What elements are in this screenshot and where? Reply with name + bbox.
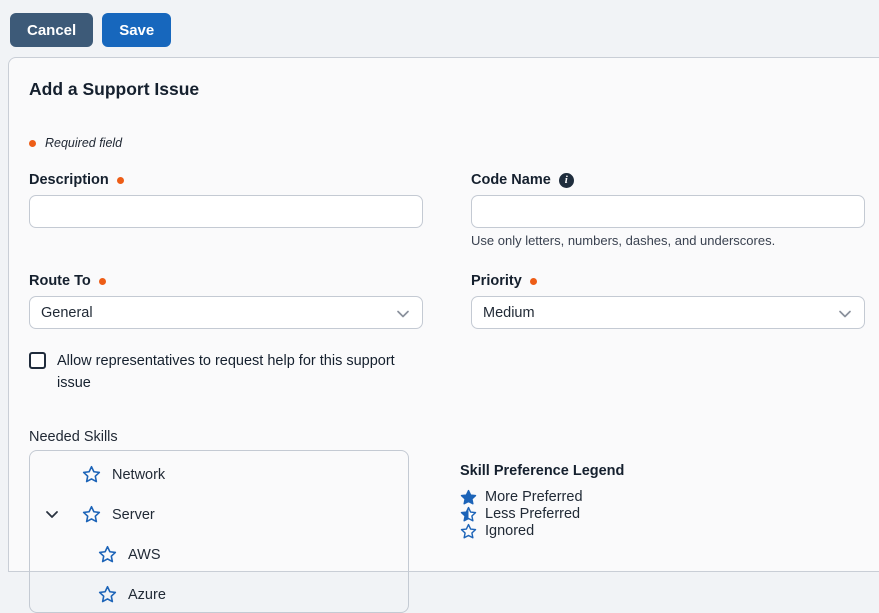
- code-name-field-group: [471, 172, 865, 248]
- info-icon[interactable]: i: [559, 173, 574, 188]
- route-to-field-group: [29, 273, 423, 329]
- star-filled-icon: [460, 489, 477, 506]
- star-outline-icon[interactable]: [82, 465, 101, 484]
- tree-item-label: Azure: [128, 586, 166, 603]
- tree-item-aws[interactable]: [30, 535, 408, 575]
- toolbar: [0, 0, 879, 47]
- tree-item-network[interactable]: [30, 455, 408, 495]
- skill-preference-legend: [460, 450, 624, 540]
- allow-help-label: Allow representatives to request help for this support issue: [57, 353, 395, 392]
- legend-item-ignored: [460, 523, 624, 540]
- star-half-icon: [460, 506, 477, 523]
- cancel-button[interactable]: Cancel: [10, 13, 93, 47]
- code-name-help-text: Use only letters, numbers, dashes, and underscores.: [471, 233, 776, 248]
- description-label: Description: [29, 172, 423, 188]
- form-row-1: [29, 172, 859, 248]
- star-outline-icon[interactable]: [82, 505, 101, 524]
- chevron-down-icon: [395, 306, 411, 322]
- legend-item-label: Less Preferred: [485, 506, 581, 523]
- page-title: Add a Support Issue: [29, 79, 200, 99]
- code-name-input[interactable]: [471, 195, 865, 228]
- needed-skills-section: [29, 429, 859, 613]
- route-to-selected-value: General: [41, 304, 93, 321]
- tree-item-label: Network: [112, 466, 166, 483]
- required-dot-icon: [117, 177, 124, 184]
- needed-skills-tree: [29, 450, 409, 613]
- legend-item-less-preferred: [460, 506, 624, 523]
- star-outline-icon[interactable]: [98, 545, 117, 564]
- chevron-down-icon[interactable]: [44, 507, 60, 523]
- required-dot-icon: [29, 140, 36, 147]
- allow-help-checkbox[interactable]: [29, 352, 46, 369]
- priority-label: Priority: [471, 273, 865, 289]
- legend-item-more-preferred: [460, 489, 624, 506]
- required-dot-icon: [530, 278, 537, 285]
- priority-selected-value: Medium: [483, 304, 535, 321]
- legend-item-label: More Preferred: [485, 489, 583, 506]
- priority-select[interactable]: [471, 296, 865, 329]
- tree-item-label: AWS: [128, 546, 161, 563]
- description-field-group: [29, 172, 423, 248]
- star-outline-icon: [460, 523, 477, 540]
- required-note-label: Required field: [45, 136, 123, 150]
- legend-item-label: Ignored: [485, 523, 535, 540]
- add-support-issue-card: [8, 57, 879, 603]
- required-dot-icon: [99, 278, 106, 285]
- save-button[interactable]: Save: [102, 13, 171, 47]
- code-name-label: Code Name i: [471, 172, 865, 188]
- route-to-label: Route To: [29, 273, 423, 289]
- star-outline-icon[interactable]: [98, 585, 117, 604]
- legend-title: Skill Preference Legend: [460, 462, 625, 479]
- tree-item-azure[interactable]: [30, 575, 408, 613]
- tree-item-label: Server: [112, 506, 155, 523]
- priority-field-group: [471, 273, 865, 329]
- chevron-down-icon: [837, 306, 853, 322]
- form-row-2: [29, 273, 859, 329]
- tree-item-server[interactable]: [30, 495, 408, 535]
- required-field-note: [29, 136, 859, 150]
- needed-skills-label: Needed Skills: [29, 428, 118, 445]
- allow-help-row: [29, 350, 431, 395]
- route-to-select[interactable]: [29, 296, 423, 329]
- description-input[interactable]: [29, 195, 423, 228]
